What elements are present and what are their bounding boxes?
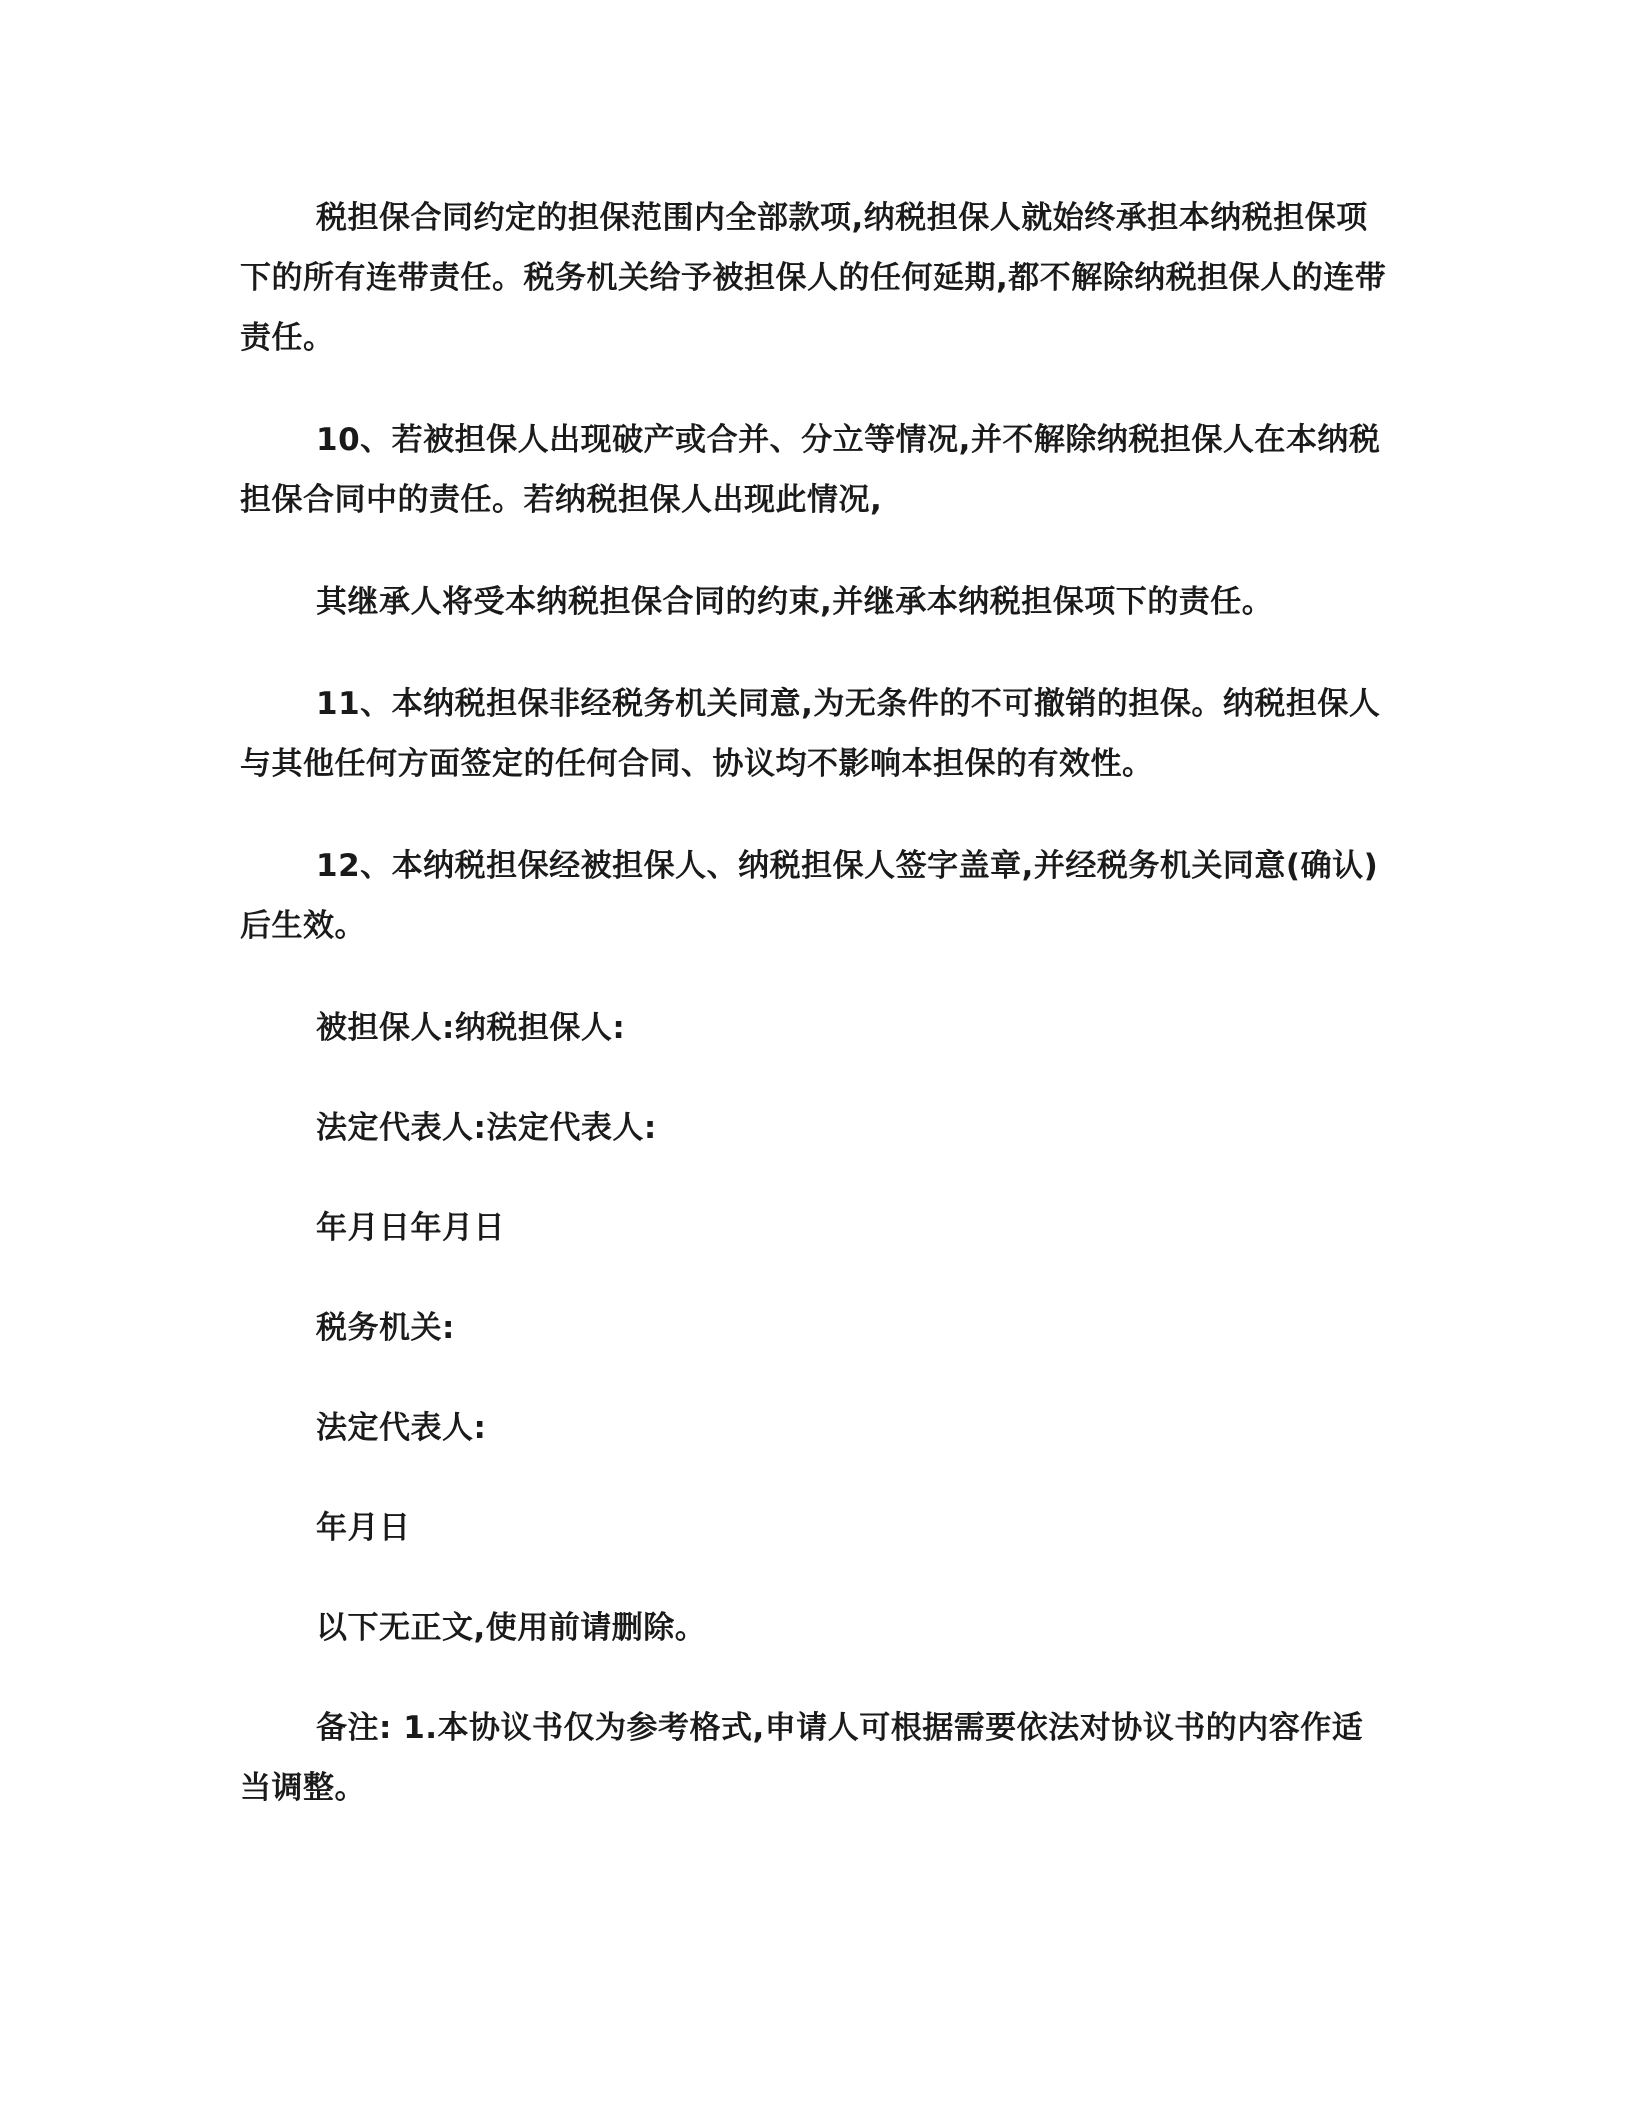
tax-authority-legal-rep-line: 法定代表人:: [316, 1410, 487, 1446]
signature-legal-rep-line: 法定代表人:法定代表人:: [316, 1110, 657, 1146]
signature-guarantor-line: 被担保人:纳税担保人:: [316, 1010, 626, 1046]
signature-date-line: 年月日年月日: [316, 1210, 505, 1246]
paragraph-guarantee-liability: 税担保合同约定的担保范围内全部款项,纳税担保人就始终承担本纳税担保项下的所有连带责任。税务机关给予被担保人的任何延期,都不解除纳税担保人的连带责任。: [240, 200, 1387, 356]
tax-authority-line: 税务机关:: [316, 1310, 455, 1346]
end-of-text-note: 以下无正文,使用前请删除。: [316, 1610, 707, 1646]
paragraph-clause-11: 11、本纳税担保非经税务机关同意,为无条件的不可撤销的担保。纳税担保人与其他任何方面签定的任何合同、协议均不影响本担保的有效性。: [240, 686, 1381, 782]
remark-note: 备注: 1.本协议书仅为参考格式,申请人可根据需要依法对协议书的内容作适当调整。: [240, 1710, 1364, 1806]
paragraph-clause-12: 12、本纳税担保经被担保人、纳税担保人签字盖章,并经税务机关同意(确认)后生效。: [240, 848, 1379, 944]
tax-authority-date-line: 年月日: [316, 1510, 411, 1546]
paragraph-successor: 其继承人将受本纳税担保合同的约束,并继承本纳税担保项下的责任。: [316, 584, 1274, 620]
paragraph-clause-10: 10、若被担保人出现破产或合并、分立等情况,并不解除纳税担保人在本纳税担保合同中的责任。若纳税担保人出现此情况,: [240, 422, 1381, 518]
